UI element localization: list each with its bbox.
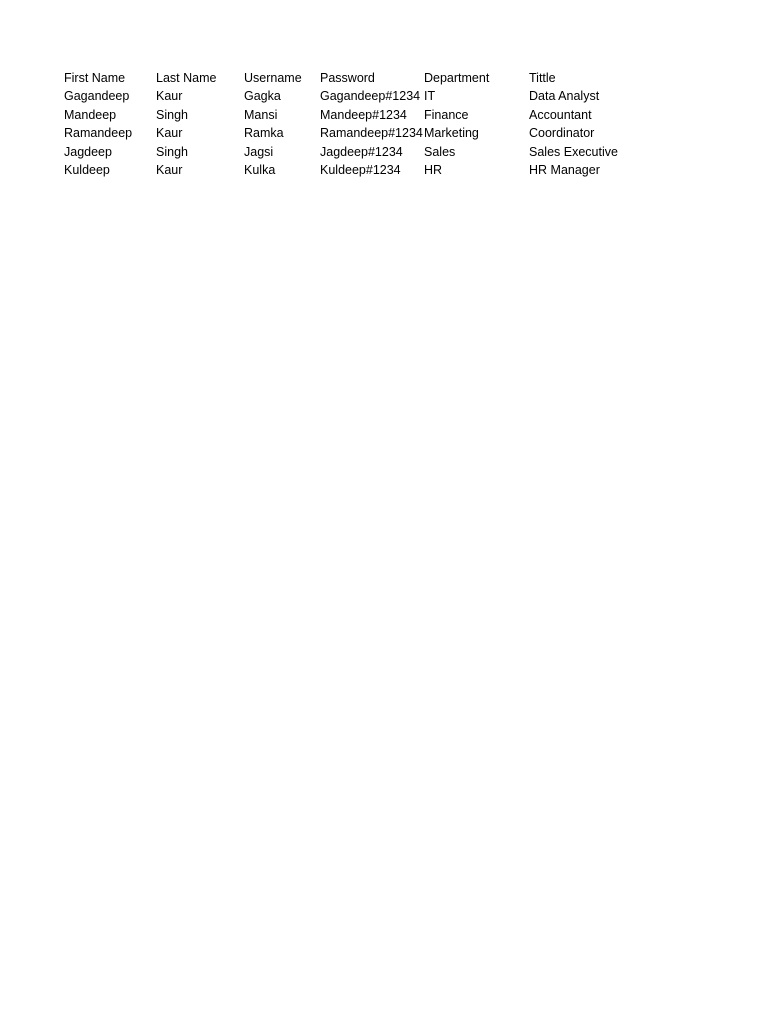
cell-first-name: Kuldeep — [64, 163, 110, 178]
cell-password: Mandeep#1234 — [320, 107, 407, 122]
spreadsheet-page — [64, 69, 639, 179]
cell-department: Marketing — [424, 126, 479, 141]
cell-last-name: Singh — [156, 107, 188, 122]
employee-table — [64, 69, 639, 179]
cell-department: Finance — [424, 107, 469, 122]
cell-first-name: Jagdeep — [64, 144, 112, 159]
header-department: Department — [424, 71, 490, 85]
header-username: Username — [244, 71, 302, 85]
cell-first-name: Gagandeep — [64, 89, 130, 104]
header-first-name: First Name — [64, 71, 126, 85]
cell-last-name: Kaur — [156, 89, 183, 104]
cell-title: Data Analyst — [529, 89, 600, 104]
header-title: Tittle — [529, 71, 556, 85]
cell-last-name: Kaur — [156, 163, 183, 178]
table-row — [64, 106, 639, 124]
cell-password: Jagdeep#1234 — [320, 144, 403, 159]
cell-password: Kuldeep#1234 — [320, 163, 401, 178]
table-row — [64, 124, 639, 142]
table-row — [64, 161, 639, 179]
cell-title: Sales Executive — [529, 144, 618, 159]
cell-first-name: Mandeep — [64, 107, 117, 122]
cell-username: Mansi — [244, 107, 278, 122]
cell-last-name: Kaur — [156, 126, 183, 141]
table-row — [64, 143, 639, 161]
cell-first-name: Ramandeep — [64, 126, 133, 141]
cell-title: HR Manager — [529, 163, 600, 178]
table-row — [64, 87, 639, 105]
header-row — [64, 69, 639, 87]
header-password: Password — [320, 71, 375, 85]
cell-username: Gagka — [244, 89, 281, 104]
cell-username: Kulka — [244, 163, 276, 178]
cell-username: Ramka — [244, 126, 284, 141]
cell-department: HR — [424, 163, 443, 178]
cell-last-name: Singh — [156, 144, 188, 159]
cell-username: Jagsi — [244, 144, 274, 159]
cell-department: Sales — [424, 144, 456, 159]
cell-title: Accountant — [529, 107, 592, 122]
cell-password: Gagandeep#1234 — [320, 89, 421, 104]
cell-title: Coordinator — [529, 126, 595, 141]
header-last-name: Last Name — [156, 71, 217, 85]
cell-department: IT — [424, 89, 436, 104]
cell-password: Ramandeep#1234 — [320, 126, 423, 141]
